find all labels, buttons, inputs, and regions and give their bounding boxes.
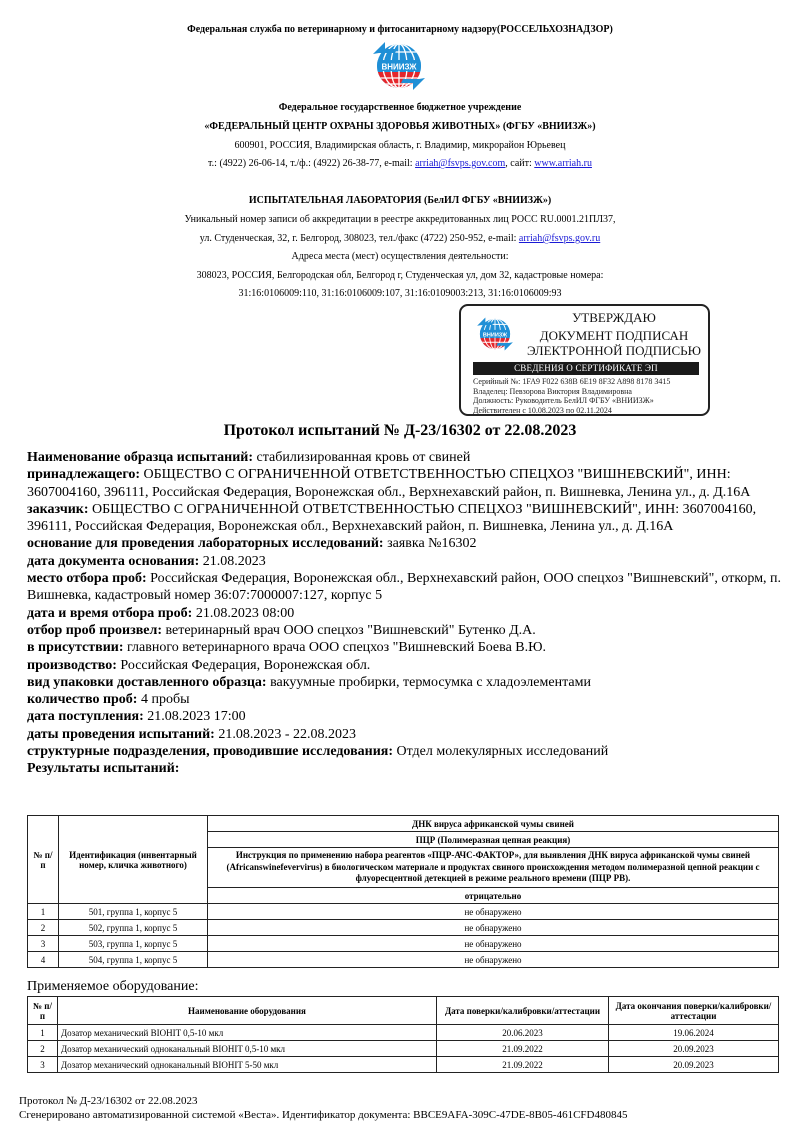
- field-packaging: вид упаковки доставленного образца: вакуумные пробирки, термосумка с хладоэлементами: [27, 674, 591, 690]
- table-row: 2 Дозатор механический одноканальный BIOHIT 0,5-10 мкл 21.09.2022 20.09.2023: [28, 1041, 779, 1057]
- site-prefix: , сайт:: [505, 158, 535, 169]
- field-test-dates: даты проведения испытаний: 21.08.2023 - 22.08.2023: [27, 726, 356, 742]
- col-identification-header: Идентификация (инвентарный номер, кличка животного): [59, 816, 208, 904]
- table-row: 3 503, группа 1, корпус 5 не обнаружено: [28, 936, 779, 952]
- stamp-cert-header: СВЕДЕНИЯ О СЕРТИФИКАТЕ ЭП: [473, 362, 699, 375]
- email-link[interactable]: arriah@fsvps.gov.com: [415, 158, 506, 169]
- target-header: ДНК вируса африканской чумы свиней: [208, 816, 779, 832]
- lab-name: ИСПЫТАТЕЛЬНАЯ ЛАБОРАТОРИЯ (БелИЛ ФГБУ «ВНИИЗЖ»): [248, 195, 552, 206]
- footer-protocol-ref: Протокол № Д-23/16302 от 22.08.2023: [19, 1095, 198, 1107]
- field-sampled-by: отбор проб произвел: ветеринарный врач ООО спецхоз "Вишневский" Бутенко Д.А.: [27, 622, 536, 638]
- field-production: производство: Российская Федерация, Воронежская обл.: [27, 657, 371, 673]
- page-footer: [19, 1094, 627, 1122]
- field-sampling-datetime: дата и время отбора проб: 21.08.2023 08:00: [27, 605, 295, 621]
- equipment-table: [27, 996, 779, 1073]
- footer-generated-by: Сгенерировано автоматизированной системой «Веста». Идентификатор документа: BBCE9AFA-309C-47DE-8B05-461CFD480845: [19, 1109, 628, 1121]
- activity-label: Адреса места (мест) осуществления деятельности:: [291, 251, 509, 262]
- field-basis-date: дата документа основания: 21.08.2023: [27, 553, 266, 569]
- svg-text:ВНИИЗЖ: ВНИИЗЖ: [482, 332, 508, 339]
- stamp-validity: Действителен с 10.08.2023 по 02.11.2024: [473, 405, 612, 415]
- vniizzh-logo-icon: [367, 40, 431, 92]
- stamp-approve: УТВЕРЖДАЮ: [572, 310, 656, 325]
- eq-col-end: Дата окончания поверки/калибровки/аттестации: [609, 997, 779, 1025]
- results-heading: Результаты испытаний:: [27, 761, 180, 777]
- sample-fields: [27, 449, 787, 778]
- table-row: 2 502, группа 1, корпус 5 не обнаружено: [28, 920, 779, 936]
- stamp-signed: ДОКУМЕНТ ПОДПИСАН: [539, 328, 689, 343]
- e-signature-stamp: [459, 304, 710, 416]
- cadastral-numbers: 31:16:0106009:110, 31:16:0106009:107, 31:16:0109003:213, 31:16:0106009:93: [238, 288, 562, 299]
- lab-address: [0, 232, 800, 245]
- field-in-presence: в присутствии: главного ветеринарного врача ООО спецхоз "Вишневский Боева В.Ю.: [27, 640, 547, 656]
- method-header: ПЦР (Полимеразная цепная реакция): [208, 832, 779, 848]
- eq-col-date: Дата поверки/калибровки/аттестации: [437, 997, 609, 1025]
- eq-col-number: № п/п: [28, 997, 58, 1025]
- contacts-text: т.: (4922) 26-06-14, т./ф.: (4922) 26-38-77, e-mail:: [208, 158, 416, 169]
- activity-address: 308023, РОССИЯ, Белгородская обл, Белгород г, Студенческая ул, дом 32, кадастровые номера:: [196, 270, 604, 281]
- field-customer: заказчик: ОБЩЕСТВО С ОГРАНИЧЕННОЙ ОТВЕТСТВЕННОСТЬЮ СПЕЦХОЗ "ВИШНЕВСКИЙ", ИНН: 3607004160, 396111, Российская Федерация, Воронежская обл., Верхнехавский район, п. Вишневка, Ленина ул., д. Д.16А: [27, 501, 757, 535]
- agency-name: Федеральная служба по ветеринарному и фитосанитарному надзору(РОССЕЛЬХОЗНАДЗОР): [187, 24, 613, 35]
- stamp-owner: Владелец: Певзорова Виктория Владимировна: [473, 386, 632, 396]
- field-sampling-place: место отбора проб: Российская Федерация, Воронежская обл., Верхнехавский район, ООО спецхоз "Вишневский", откорм, п. Вишневка, кадастровый номер 36:07:7000007:127, корпус 5: [27, 571, 782, 604]
- svg-text:ВНИИЗЖ: ВНИИЗЖ: [381, 62, 417, 72]
- table-row: 4 504, группа 1, корпус 5 не обнаружено: [28, 952, 779, 968]
- institution-type: Федеральное государственное бюджетное учреждение: [278, 102, 522, 113]
- eq-col-name: Наименование оборудования: [58, 997, 437, 1025]
- field-sample-count: количество проб: 4 пробы: [27, 692, 190, 708]
- table-row: 1 Дозатор механический BIOHIT 0,5-10 мкл 20.06.2023 19.06.2024: [28, 1025, 779, 1041]
- stamp-position: Должность: Руководитель БелИЛ ФГБУ «ВНИИЗЖ»: [473, 396, 654, 405]
- field-receipt-date: дата поступления: 21.08.2023 17:00: [27, 709, 246, 725]
- site-link[interactable]: www.arriah.ru: [534, 158, 592, 169]
- lab-accreditation: Уникальный номер записи об аккредитации в реестре аккредитованных лиц РОСС RU.0001.21ПЛ37,: [184, 214, 616, 225]
- stamp-serial: Серийный №: 1FA9 F022 638B 6E19 8F32 A898 8178 3415: [473, 377, 671, 386]
- field-departments: структурные подразделения, проводившие исследования: Отдел молекулярных исследований: [27, 744, 609, 760]
- results-table: [27, 815, 779, 968]
- field-basis: основание для проведения лабораторных исследований: заявка №16302: [27, 536, 477, 552]
- lab-email-link[interactable]: arriah@fsvps.gov.ru: [518, 233, 601, 244]
- institution-name: «ФЕДЕРАЛЬНЫЙ ЦЕНТР ОХРАНЫ ЗДОРОВЬЯ ЖИВОТНЫХ» (ФГБУ «ВНИИЗЖ»): [204, 121, 596, 132]
- protocol-title: Протокол испытаний № Д-23/16302 от 22.08.2023: [223, 422, 577, 439]
- col-number-header: № п/п: [28, 816, 59, 904]
- norm-header: отрицательно: [208, 888, 779, 904]
- institution-address: 600901, РОССИЯ, Владимирская область, г. Владимир, микрорайон Юрьевец: [234, 140, 566, 151]
- table-row: 3 Дозатор механический одноканальный BIOHIT 5-50 мкл 21.09.2022 20.09.2023: [28, 1057, 779, 1073]
- stamp-electronic: ЭЛЕКТРОННОЙ ПОДПИСЬЮ: [527, 343, 701, 358]
- stamp-logo-icon: [473, 314, 517, 354]
- table-row: 1 501, группа 1, корпус 5 не обнаружено: [28, 904, 779, 920]
- lab-address-text: ул. Студенческая, 32, г. Белгород, 308023, тел./факс (4722) 250-952, e-mail:: [199, 233, 519, 244]
- equipment-heading: Применяемое оборудование:: [27, 979, 199, 994]
- institution-contacts: [0, 157, 800, 170]
- instruction-header: Инструкция по применению набора реагентов «ПЦР-АЧС-ФАКТОР», для выявления ДНК вируса африканской чумы свиней (Africanswinefevervirus) в биологическом материале и продуктах свиного происхождения методом полимеразной цепной реакции с флуоресцентной детекцией в режиме реального времени (ПЦР РВ).: [208, 848, 779, 888]
- field-sample-name: Наименование образца испытаний: стабилизированная кровь от свиней: [27, 450, 471, 465]
- field-owner: принадлежащего: ОБЩЕСТВО С ОГРАНИЧЕННОЙ ОТВЕТСТВЕННОСТЬЮ СПЕЦХОЗ "ВИШНЕВСКИЙ", ИНН: 3607004160, 396111, Российская Федерация, Воронежская обл., Верхнехавский район, п. Вишневка, Ленина ул., д. Д.16А: [27, 467, 751, 500]
